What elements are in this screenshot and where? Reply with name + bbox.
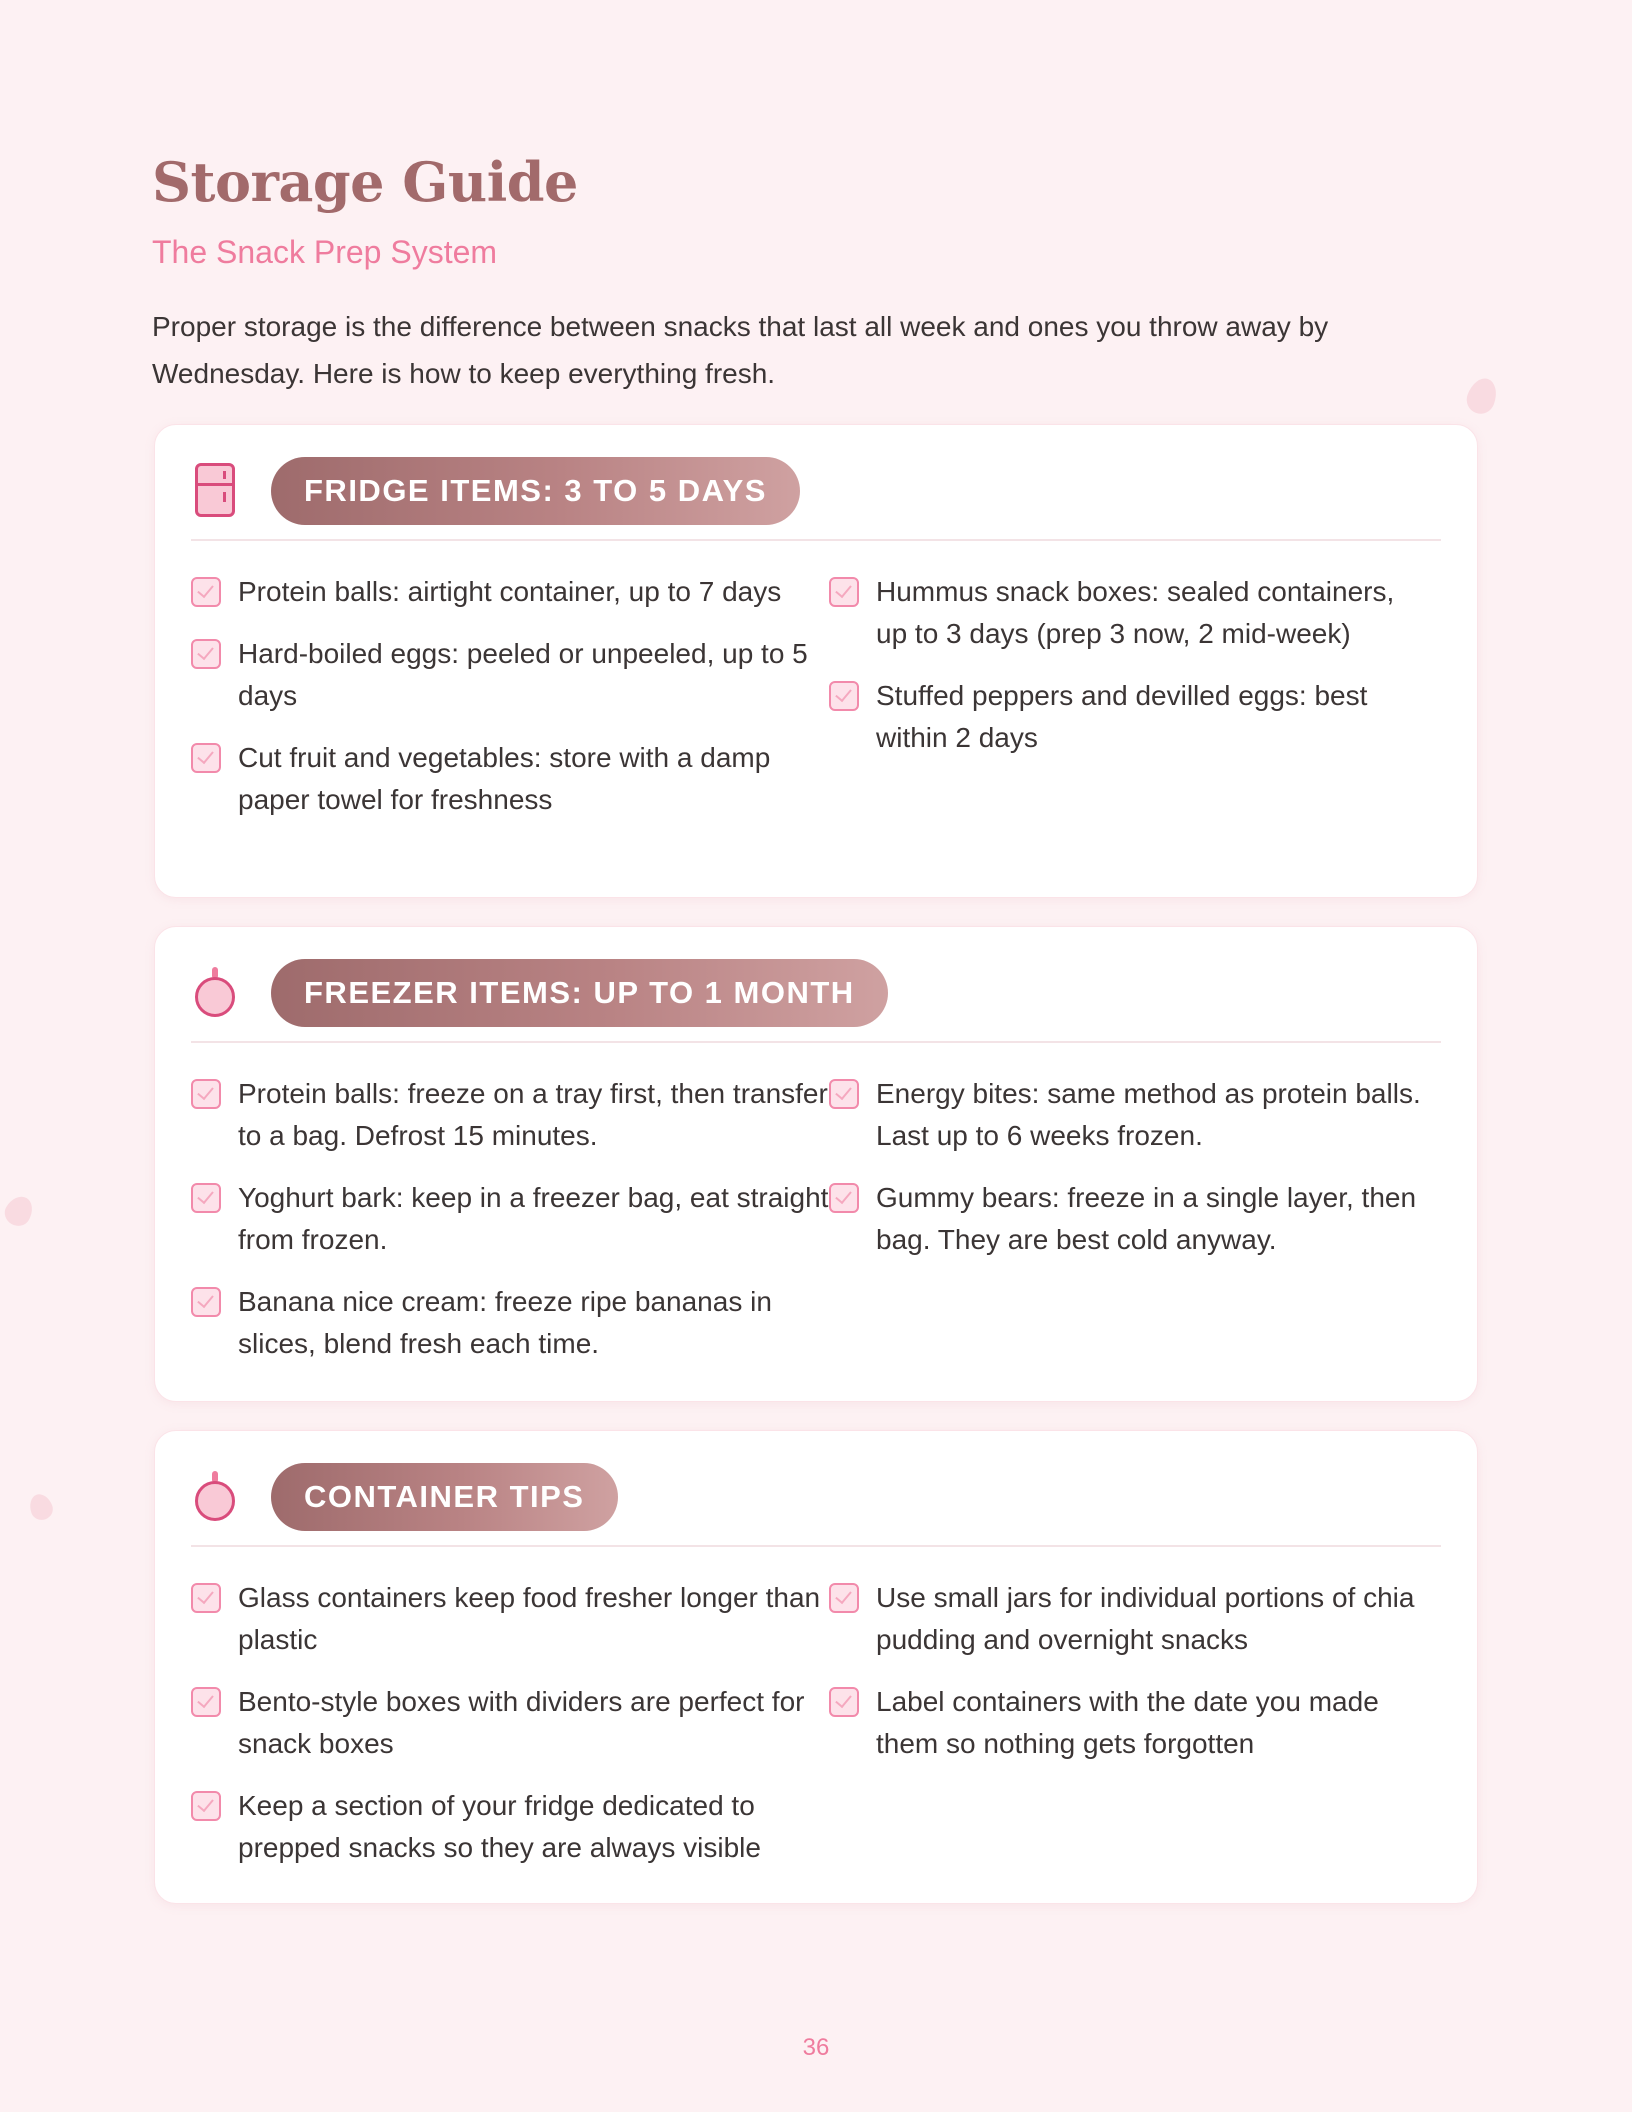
item-text: Energy bites: same method as protein balls. Last up to 6 weeks frozen. <box>876 1078 1421 1151</box>
list-item <box>191 1177 829 1261</box>
item-text: Protein balls: airtight container, up to 7 days <box>238 576 782 607</box>
section-title-pill: FREEZER ITEMS: UP TO 1 MONTH <box>271 959 888 1027</box>
checkbox-icon[interactable] <box>191 639 221 669</box>
decorative-petal <box>0 1192 38 1231</box>
card-header <box>191 1463 1441 1547</box>
item-text: Hummus snack boxes: sealed containers, up to 3 days (prep 3 now, 2 mid-week) <box>876 576 1395 649</box>
list-item <box>191 571 829 613</box>
page-number: 36 <box>802 2034 830 2061</box>
item-text: Keep a section of your fridge dedicated to prepped snacks so they are always visible <box>238 1790 761 1863</box>
item-list <box>191 1577 1441 1889</box>
checkbox-icon[interactable] <box>191 1583 221 1613</box>
checkbox-icon[interactable] <box>191 743 221 773</box>
list-item <box>191 1281 829 1365</box>
card-header <box>191 457 1441 541</box>
freezer-icon <box>191 965 239 1023</box>
item-column-left <box>191 571 829 841</box>
item-text: Cut fruit and vegetables: store with a damp paper towel for freshness <box>238 742 771 815</box>
list-item <box>829 675 1429 759</box>
item-text: Bento-style boxes with dividers are perfect for snack boxes <box>238 1686 805 1759</box>
fridge-icon <box>191 463 239 521</box>
item-column-right <box>829 1577 1429 1889</box>
checkbox-icon[interactable] <box>829 1183 859 1213</box>
intro-paragraph: Proper storage is the difference between snacks that last all week and ones you throw away by Wednesday. Here is how to keep everything fresh. <box>152 311 1329 389</box>
checkbox-icon[interactable] <box>191 1183 221 1213</box>
checkbox-icon[interactable] <box>829 1583 859 1613</box>
container-icon <box>191 1469 239 1527</box>
item-list <box>191 571 1441 841</box>
decorative-petal <box>26 1491 56 1523</box>
section-title-pill: FRIDGE ITEMS: 3 TO 5 DAYS <box>271 457 800 525</box>
item-text: Hard-boiled eggs: peeled or unpeeled, up to 5 days <box>238 638 808 711</box>
page-title: Storage Guide <box>152 150 578 214</box>
item-text: Use small jars for individual portions of chia pudding and overnight snacks <box>876 1582 1415 1655</box>
item-list <box>191 1073 1441 1385</box>
card-header <box>191 959 1441 1043</box>
checkbox-icon[interactable] <box>829 681 859 711</box>
checkbox-icon[interactable] <box>191 1791 221 1821</box>
list-item <box>191 633 829 717</box>
item-column-right <box>829 571 1429 841</box>
section-title-pill: CONTAINER TIPS <box>271 1463 618 1531</box>
item-text: Glass containers keep food fresher longer than plastic <box>238 1582 821 1655</box>
item-column-left <box>191 1577 829 1889</box>
checkbox-icon[interactable] <box>829 577 859 607</box>
item-column-left <box>191 1073 829 1385</box>
container-tips-card <box>154 1430 1478 1904</box>
freezer-items-card <box>154 926 1478 1402</box>
item-text: Yoghurt bark: keep in a freezer bag, eat straight from frozen. <box>238 1182 829 1255</box>
list-item <box>191 1785 829 1869</box>
checkbox-icon[interactable] <box>829 1687 859 1717</box>
item-text: Gummy bears: freeze in a single layer, then bag. They are best cold anyway. <box>876 1182 1417 1255</box>
item-text: Protein balls: freeze on a tray first, then transfer to a bag. Defrost 15 minutes. <box>238 1078 828 1151</box>
checkbox-icon[interactable] <box>191 1687 221 1717</box>
item-text: Label containers with the date you made them so nothing gets forgotten <box>876 1686 1379 1759</box>
list-item <box>829 1073 1429 1157</box>
item-column-right <box>829 1073 1429 1385</box>
list-item <box>829 571 1429 655</box>
checkbox-icon[interactable] <box>829 1079 859 1109</box>
list-item <box>191 1577 829 1661</box>
item-text: Stuffed peppers and devilled eggs: best within 2 days <box>876 680 1368 753</box>
checkbox-icon[interactable] <box>191 577 221 607</box>
list-item <box>829 1681 1429 1765</box>
list-item <box>191 1681 829 1765</box>
item-text: Banana nice cream: freeze ripe bananas in slices, blend fresh each time. <box>238 1286 772 1359</box>
list-item <box>191 1073 829 1157</box>
fridge-items-card <box>154 424 1478 898</box>
list-item <box>191 737 829 821</box>
checkbox-icon[interactable] <box>191 1287 221 1317</box>
list-item <box>829 1177 1429 1261</box>
list-item <box>829 1577 1429 1661</box>
page-subtitle: The Snack Prep System <box>152 234 498 270</box>
checkbox-icon[interactable] <box>191 1079 221 1109</box>
